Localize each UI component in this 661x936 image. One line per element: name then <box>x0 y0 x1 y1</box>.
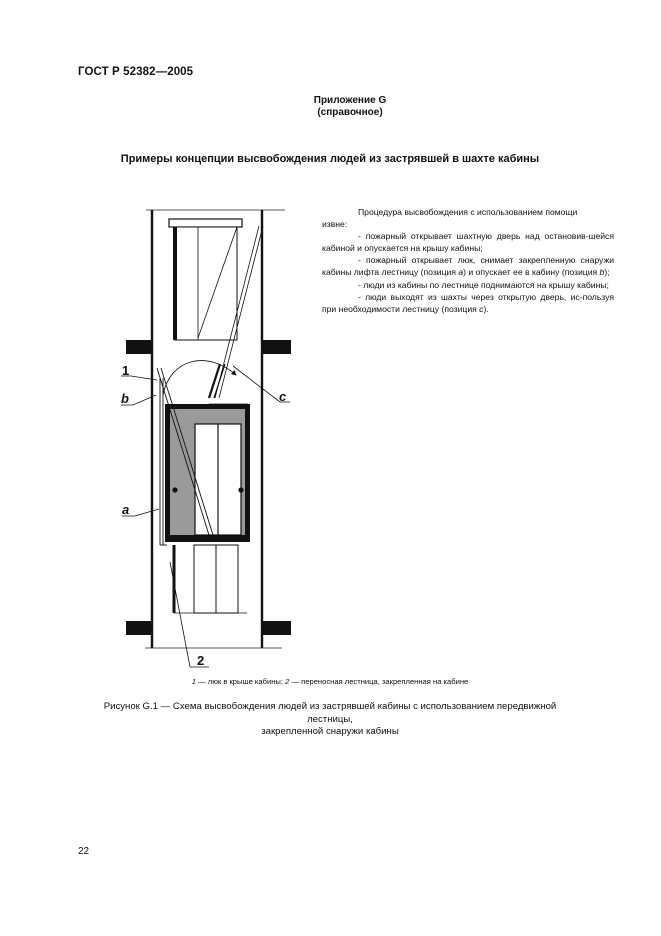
legend-text-1: — люк в крыше кабины; <box>195 677 286 686</box>
appendix-note: (справочное) <box>317 107 383 118</box>
appendix-heading <box>200 95 500 119</box>
label-a: a <box>122 502 130 517</box>
section-title: Примеры концепции высвобождения людей из застрявшей в шахте кабины <box>120 153 540 165</box>
procedure-item-2-mid: ) и опускает ее в кабину (позиция <box>463 267 600 278</box>
label-1: 1 <box>122 363 130 378</box>
procedure-item-4 <box>322 291 614 315</box>
label-2: 2 <box>197 653 205 668</box>
legend-num-1: 1 <box>191 677 196 686</box>
procedure-intro-line1: Процедура высвобождения с использованием помощи <box>358 207 578 217</box>
elevator-rescue-diagram <box>112 198 312 670</box>
page-number: 22 <box>78 846 90 857</box>
position-b-ref: b <box>599 267 605 278</box>
procedure-intro <box>322 206 614 218</box>
procedure-text <box>322 206 614 315</box>
appendix-title: Приложение G <box>313 95 387 106</box>
procedure-item-4-end: ). <box>483 303 489 314</box>
legend-num-2: 2 <box>285 677 290 686</box>
figure-legend <box>80 677 580 686</box>
document-header: ГОСТ Р 52382—2005 <box>78 66 194 78</box>
roof-hatch <box>209 364 248 404</box>
caption-line-1: Рисунок G.1 — Схема высвобождения людей из застрявшей кабины с использованием передвижной лестницы, <box>103 701 557 725</box>
procedure-item-4-text: - люди выходят из шахты через открытую дверь, ис-пользуя при необходимости лестницу (позиция <box>322 291 614 314</box>
procedure-item-2 <box>322 254 614 278</box>
procedure-item-3: - люди из кабины по лестнице поднимаются на крышу кабины; <box>358 279 609 290</box>
elevator-car <box>165 404 250 542</box>
legend-text-2: — переносная лестница, закрепленная на кабине <box>289 677 469 686</box>
position-a-ref: а <box>458 267 464 278</box>
caption-line-2: закрепленной снаружи кабины <box>261 726 399 737</box>
procedure-item-2-end: ); <box>604 267 610 278</box>
label-c: c <box>279 389 287 404</box>
position-c-ref: c <box>479 303 484 314</box>
lower-shaft-door <box>174 545 247 613</box>
upper-shaft-door <box>169 219 242 340</box>
procedure-item-2-text: - пожарный открывает люк, снимает закрепленную снаружи кабины лифта лестницу (позиция <box>322 255 614 278</box>
procedure-item-1: - пожарный открывает шахтную дверь над остановив-шейся кабиной и опускается на крышу кабины; <box>322 231 614 254</box>
label-b: b <box>121 391 129 406</box>
procedure-intro-2: извне: <box>322 219 348 230</box>
figure-caption <box>80 701 580 739</box>
